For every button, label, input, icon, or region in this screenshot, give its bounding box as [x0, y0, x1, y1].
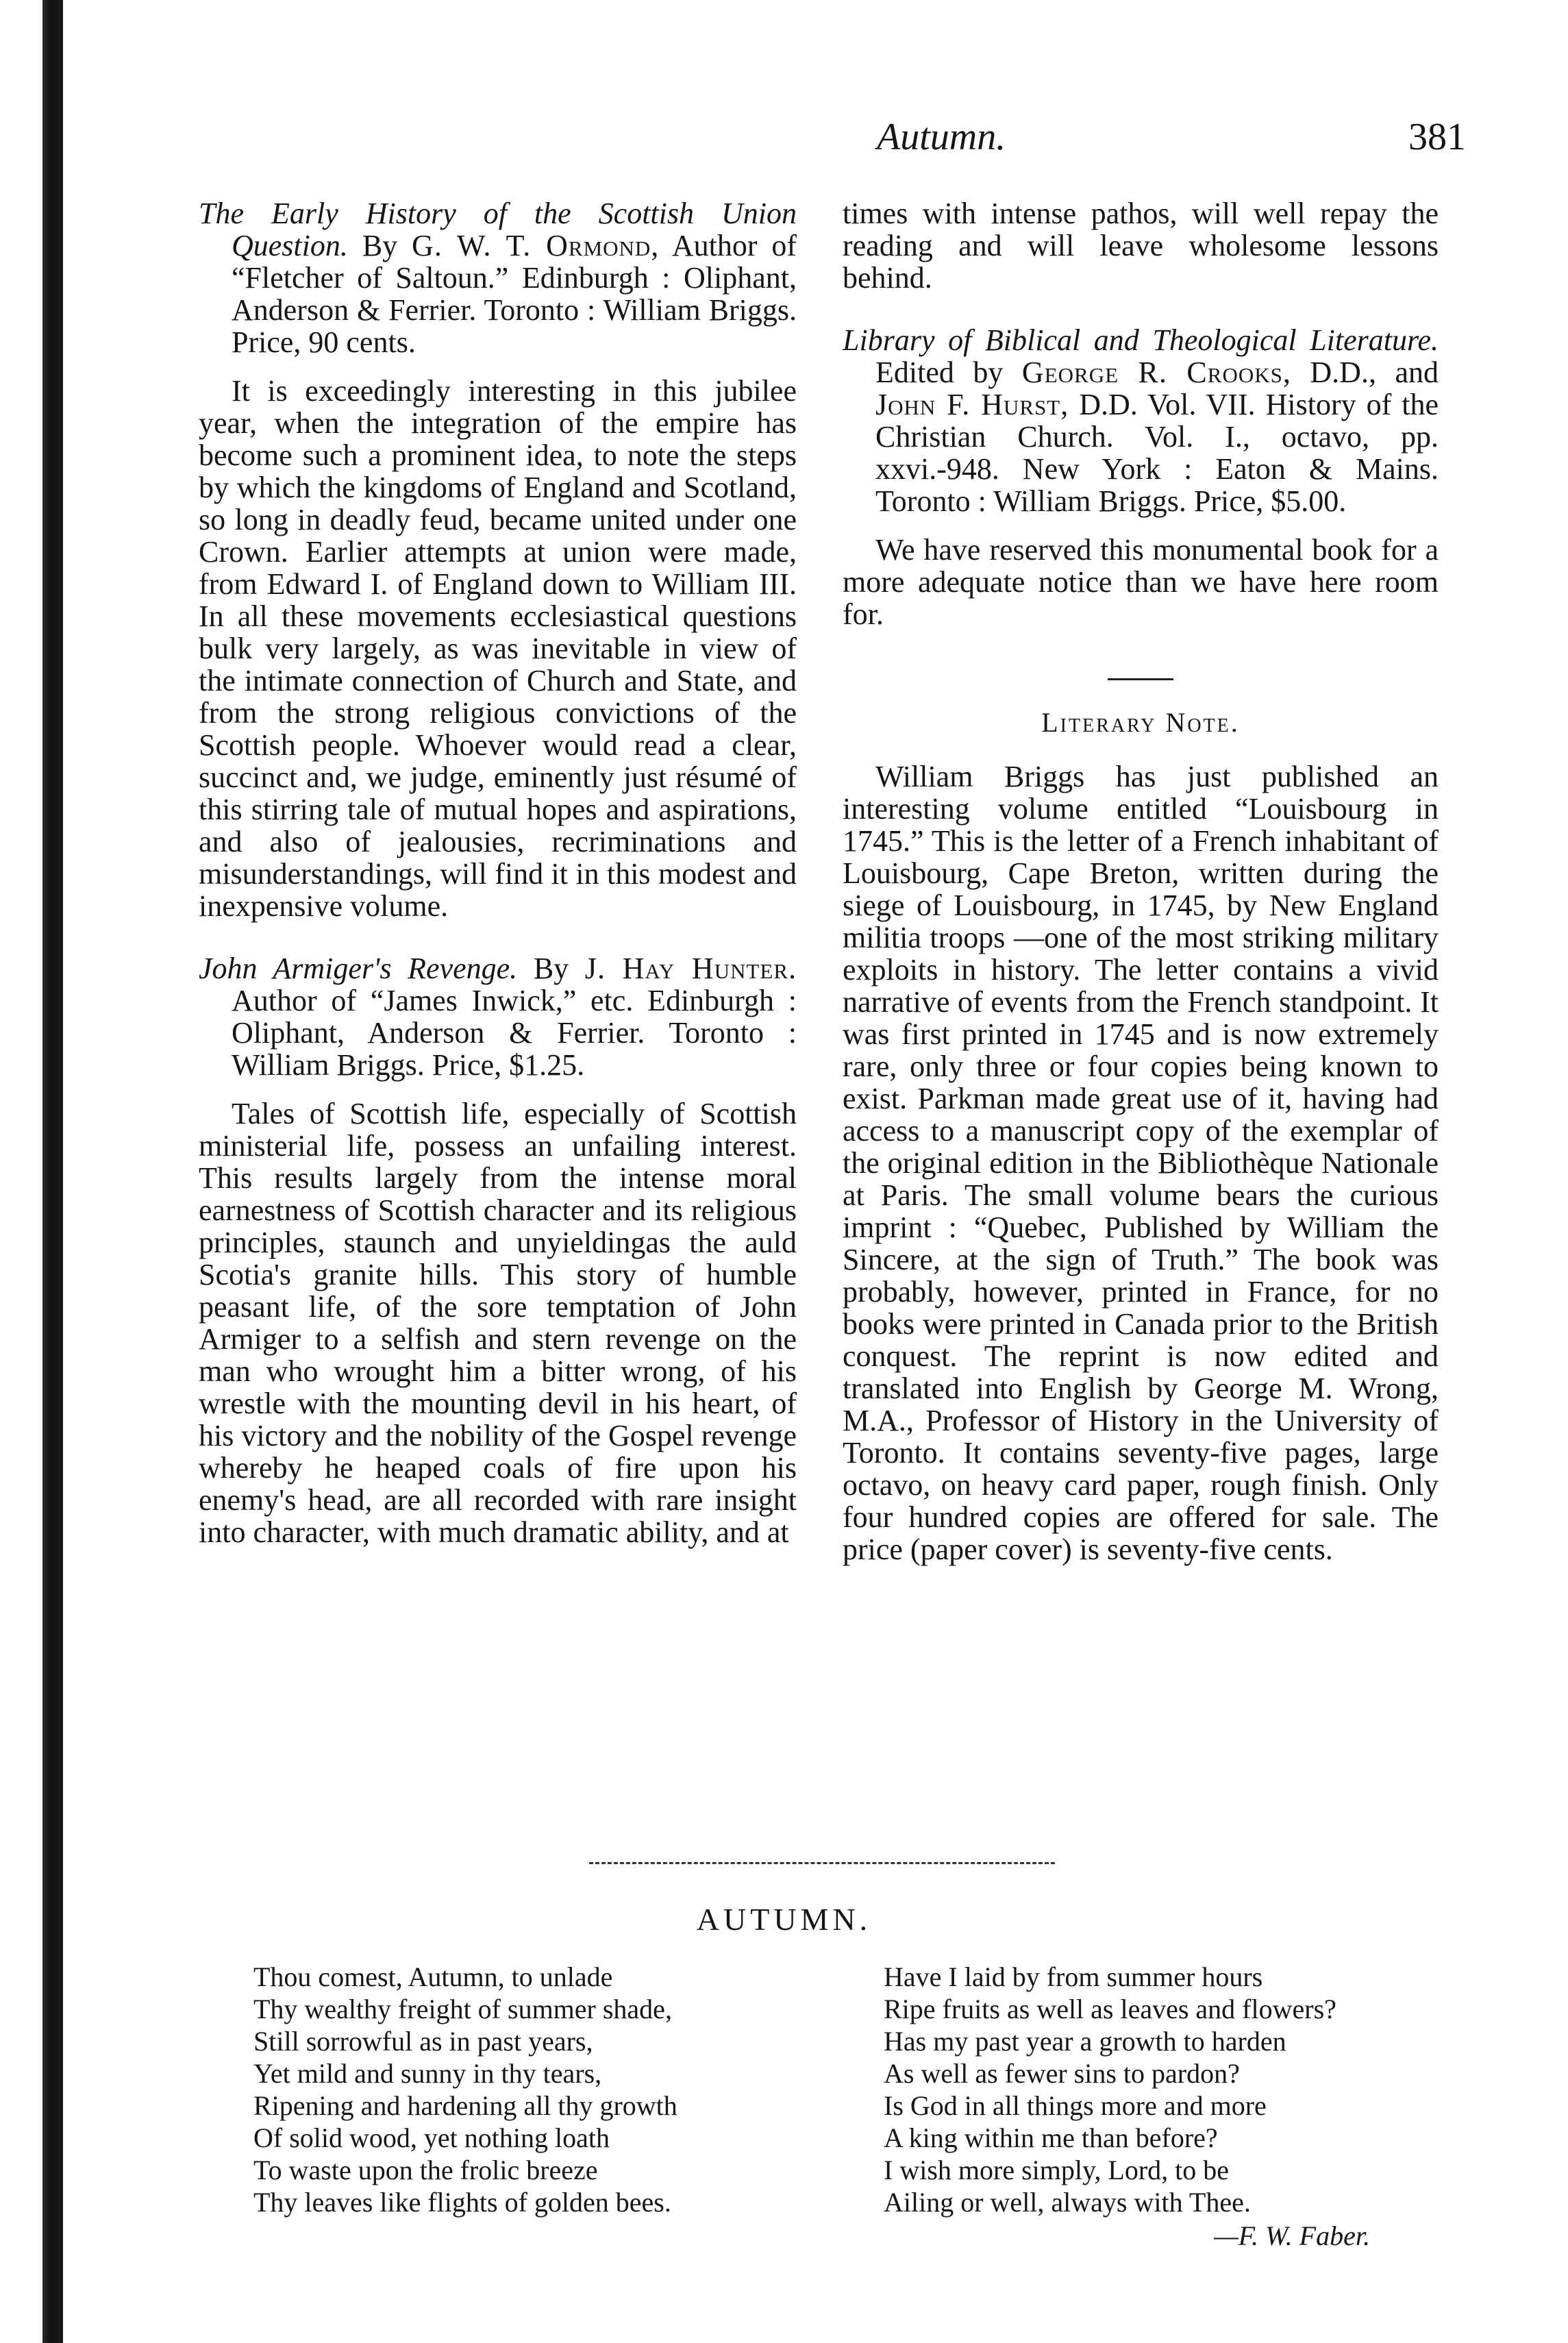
review-continued-text: times with intense pathos, will well repay the reading and will leave wholesome lessons behind.: [843, 197, 1439, 295]
review-text: We have reserved this monumental book for a more adequate notice than we have here room for.: [843, 533, 1439, 631]
poem-divider: [589, 1862, 1055, 1864]
poem-line: Has my past year a growth to harden: [884, 2026, 1286, 2057]
book-title: John Armiger's Revenge.: [199, 952, 518, 985]
book-author: J. Hay Hunter.: [584, 952, 797, 985]
left-column: [199, 197, 797, 1548]
section-heading: Literary Note.: [1041, 707, 1240, 738]
book-details: D.D. Vol. VII. History of the Christian Church. Vol. I., octavo, pp. xxvi.-948. New York : Eaton & Mains. Toronto : William Briggs. Price, $5.00.: [875, 388, 1439, 518]
poem-line: Thy wealthy freight of summer shade,: [253, 1994, 672, 2024]
running-head-title: Autumn.: [877, 116, 1006, 158]
by-label: By: [362, 229, 398, 262]
book-title: The Early History of the Scottish Union Question.: [199, 197, 797, 262]
poem-line: Is God in all things more and more: [884, 2090, 1267, 2121]
by-label: By: [533, 952, 569, 985]
poem-line: Of solid wood, yet nothing loath: [253, 2122, 610, 2153]
review-text: It is exceedingly interesting in this jubilee year, when the integration of the empire has become such a prominent idea, to note the steps by which the kingdoms of England and Scotland, so long in deadly feud, became united under one Crown. Earlier attempts at union were made, from Edward I. of England down to William III. In all these movements ecclesiastical questions bulk very largely, as was inevitable in view of the intimate connection of Church and State, and from the strong religious convictions of the Scottish people. Whoever would read a clear, succinct and, we judge, eminently just résumé of this stirring tale of mutual hopes and aspirations, and also of jealousies, recriminations and misunderstandings, will find it in this modest and inexpensive volume.: [199, 374, 797, 923]
book-entry-john-armiger: [199, 952, 797, 1081]
poem-line: I wish more simply, Lord, to be: [884, 2155, 1230, 2185]
poem-line: Ailing or well, always with Thee.: [884, 2187, 1251, 2218]
poem-stanza-left: [253, 1961, 829, 2218]
book-editor: John F. Hurst,: [875, 388, 1069, 421]
book-details: Author of “Fletcher of Saltoun.” Edinburgh : Oliphant, Anderson & Ferrier. Toronto : William Briggs. Price, 90 cents.: [232, 229, 797, 359]
running-head: [137, 115, 1466, 170]
poem-line: As well as fewer sins to pardon?: [884, 2058, 1240, 2089]
poem-line: Ripening and hardening all thy growth: [253, 2090, 677, 2121]
editor-joiner: D.D., and: [1310, 356, 1439, 389]
book-entry-biblical-library: [843, 324, 1439, 517]
poem-line: Ripe fruits as well as leaves and flowers?: [884, 1994, 1336, 2024]
poem-line: Still sorrowful as in past years,: [253, 2026, 593, 2057]
poem-stanza-right: [884, 1961, 1452, 2218]
right-column: [843, 197, 1439, 1565]
poem-line: A king within me than before?: [884, 2122, 1218, 2153]
poem-title: AUTUMN.: [696, 1902, 872, 1937]
poem-attribution: —F. W. Faber.: [1214, 2220, 1370, 2251]
poem-line: Have I laid by from summer hours: [884, 1961, 1263, 1992]
literary-note-text: William Briggs has just published an interesting volume entitled “Louisbourg in 1745.” This is the letter of a French inhabitant of Louisbourg, Cape Breton, written during the siege of Louisbourg, in 1745, by New England militia troops —one of the most striking military exploits in history. The letter contains a vivid narrative of events from the French standpoint. It was first printed in 1745 and is now extremely rare, only three or four copies being known to exist. Parkman made great use of it, having had access to a manuscript copy of the exemplar of the original edition in the Bibliothèque Nationale at Paris. The small volume bears the curious imprint : “Quebec, Published by William the Sincere, at the sign of Truth.” The book was probably, however, printed in France, for no books were printed in Canada prior to the British conquest. The reprint is now edited and translated into English by George M. Wrong, M.A., Professor of History in the University of Toronto. It contains seventy-five pages, large octavo, on heavy card paper, rough finish. Only four hundred copies are offered for sale. The price (paper cover) is seventy-five cents.: [843, 760, 1439, 1566]
book-details: Author of “James Inwick,” etc. Edinburgh : Oliphant, Anderson & Ferrier. Toronto : William Briggs. Price, $1.25.: [232, 984, 797, 1082]
review-text: Tales of Scottish life, especially of Scottish ministerial life, possess an unfailing interest. This results largely from the intense moral earnestness of Scottish character and its religious principles, staunch and unyieldingas the auld Scotia's granite hills. This story of humble peasant life, of the sore temptation of John Armiger to a selfish and stern revenge on the man who wrought him a bitter wrong, of his wrestle with the mounting devil in his heart, of his victory and the nobility of the Gospel revenge whereby he heaped coals of fire upon his enemy's head, are all recorded with rare insight into character, with much dramatic ability, and at: [199, 1097, 797, 1549]
book-title: Library of Biblical and Theological Literature.: [843, 323, 1439, 357]
poem-line: To waste upon the frolic breeze: [253, 2155, 598, 2185]
poem-line: Thou comest, Autumn, to unlade: [253, 1961, 613, 1992]
poem-line: Yet mild and sunny in thy tears,: [253, 2058, 602, 2089]
book-author: G. W. T. Ormond,: [412, 229, 660, 262]
page-number: 381: [1408, 116, 1466, 158]
book-spine-edge: [42, 0, 63, 2343]
edited-label: Edited by: [875, 356, 1004, 389]
book-entry-scottish-union: [199, 197, 797, 358]
poem-line: Thy leaves like flights of golden bees.: [253, 2187, 671, 2218]
book-editor: George R. Crooks,: [1021, 356, 1291, 389]
